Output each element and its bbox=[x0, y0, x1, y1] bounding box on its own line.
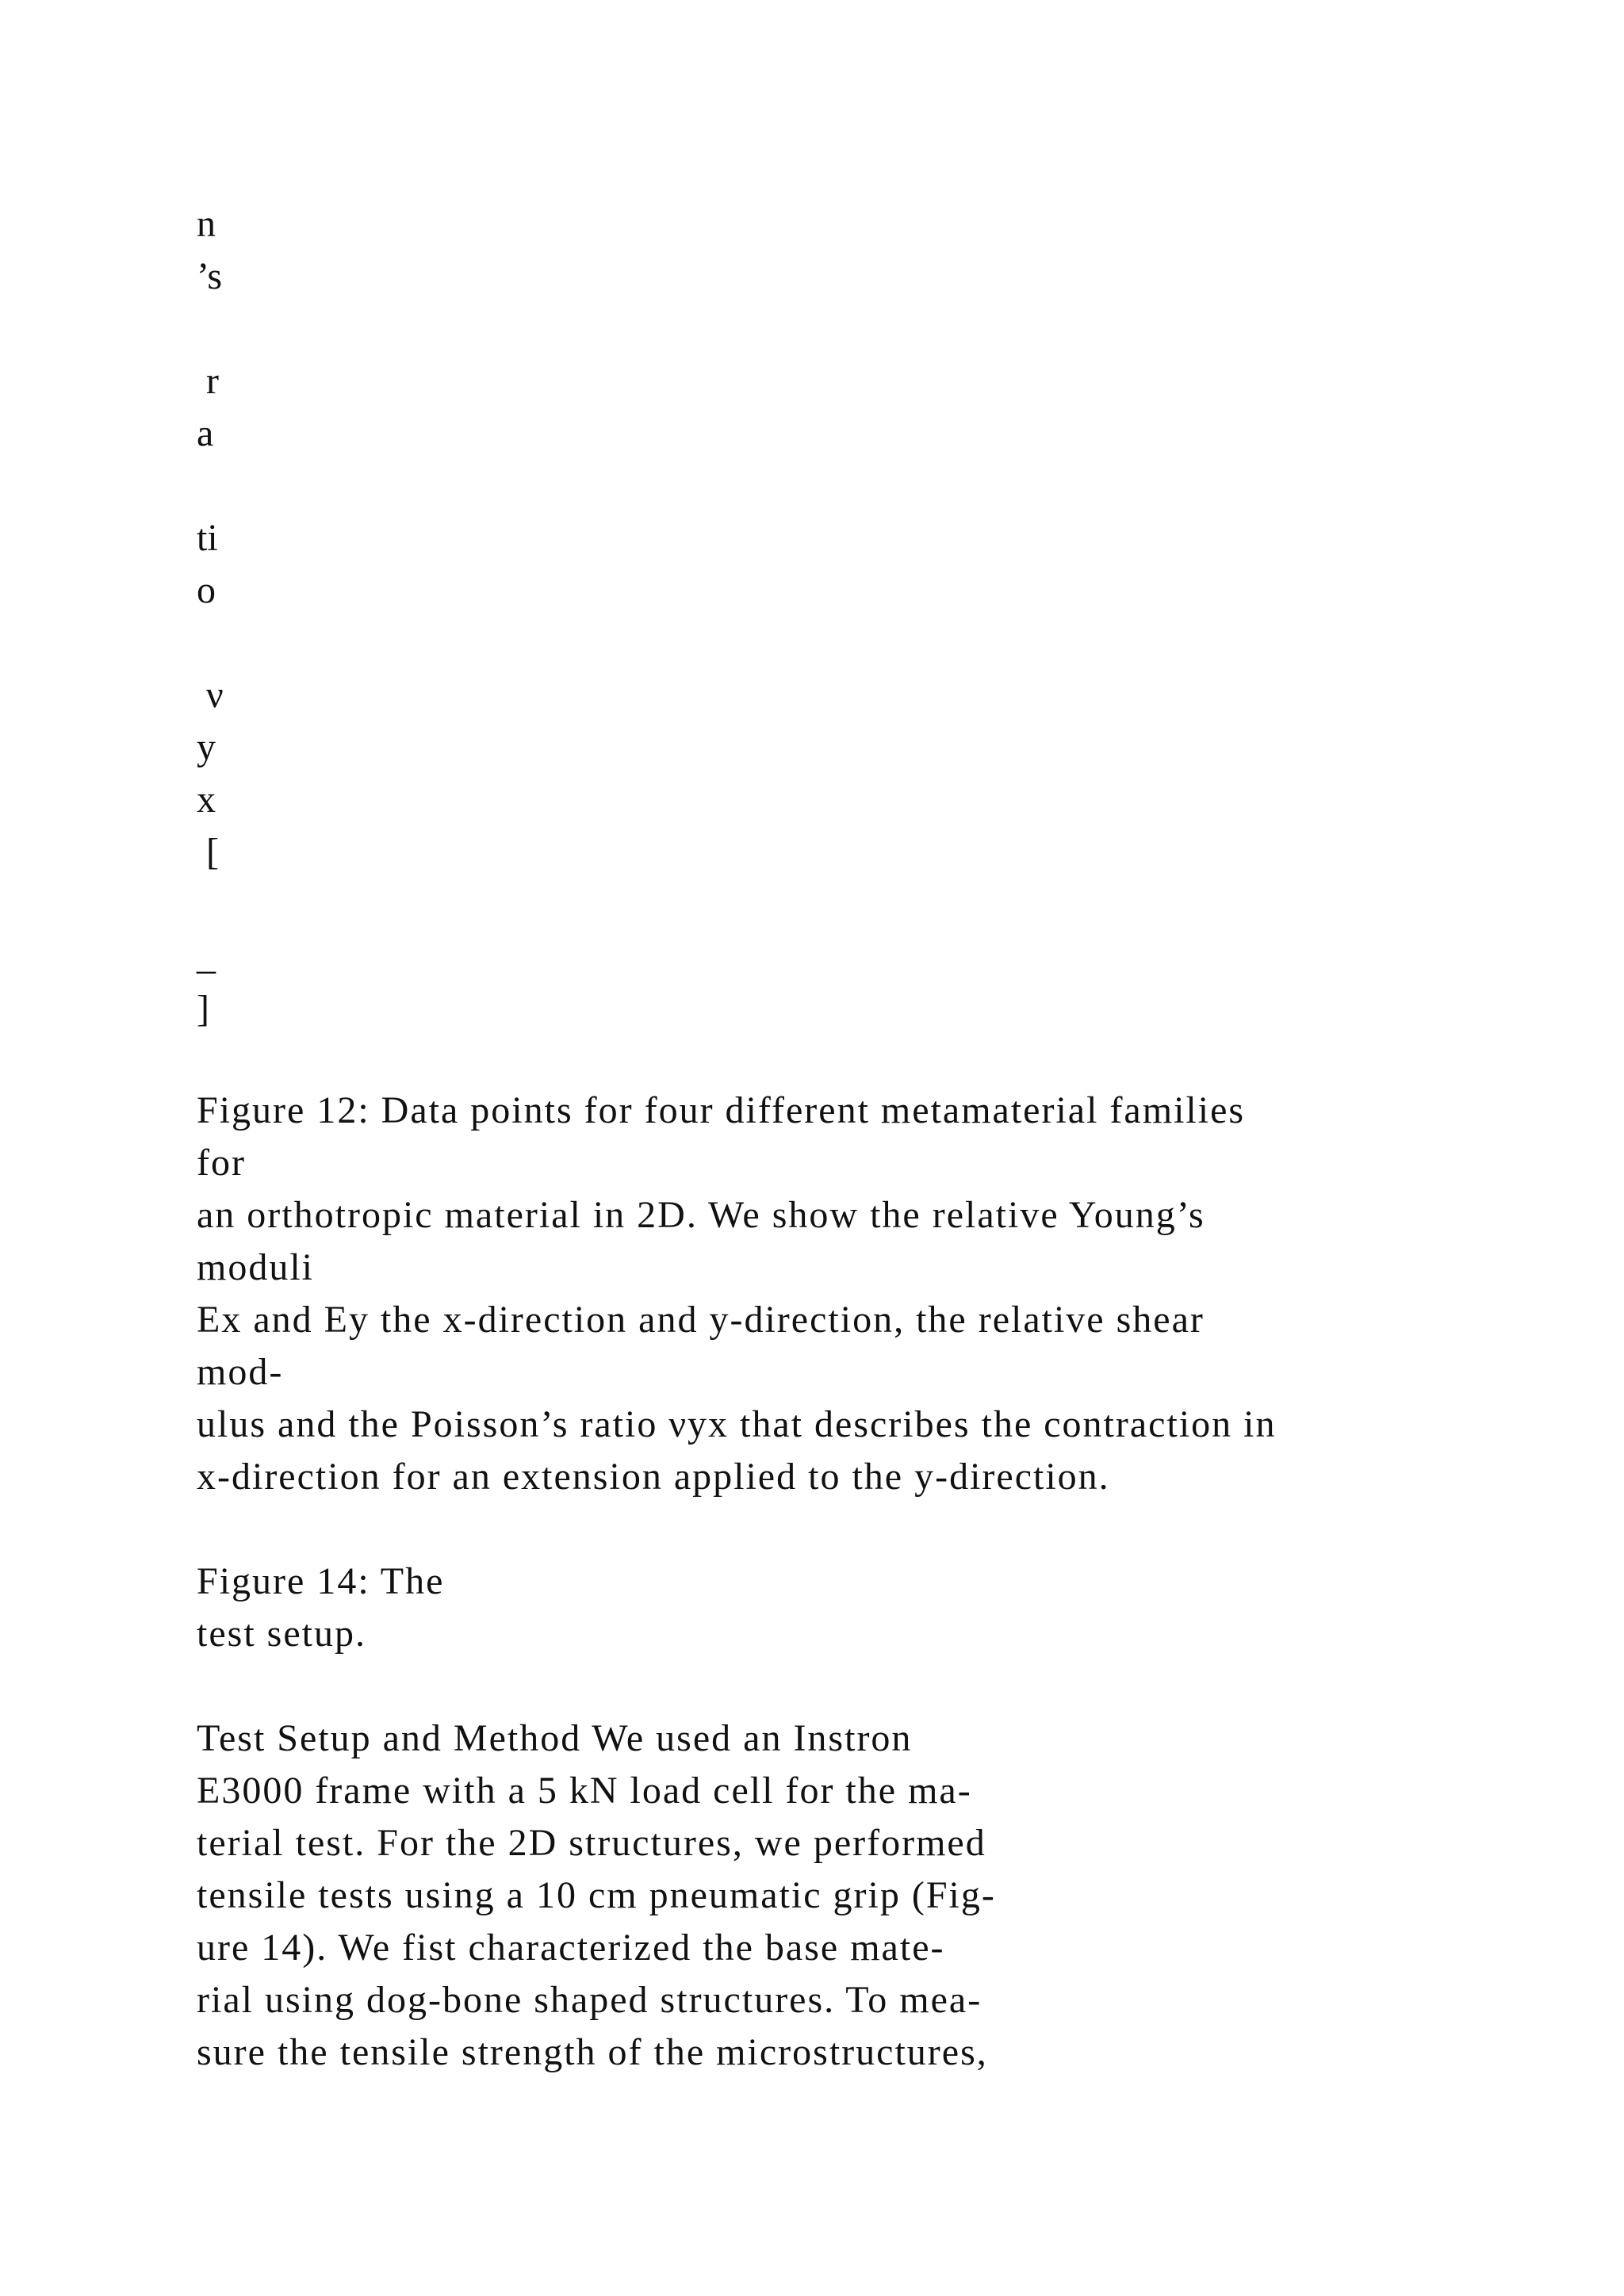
axis-label-fragment: ti bbox=[197, 517, 218, 559]
caption-line: ulus and the Poisson’s ratio νyx that describes the contraction in bbox=[197, 1403, 1277, 1445]
axis-label-fragment: o bbox=[197, 569, 216, 611]
axis-label-fragment: r bbox=[197, 360, 219, 402]
paragraph-line: tensile tests using a 10 cm pneumatic grip (Fig- bbox=[197, 1874, 996, 1916]
paragraph-line: rial using dog-bone shaped structures. To mea- bbox=[197, 1979, 982, 2021]
paragraph-line: ure 14). We fist characterized the base mate- bbox=[197, 1927, 945, 1969]
axis-label-fragment: a bbox=[197, 412, 214, 454]
caption-line: Figure 12: Data points for four different metamaterial families bbox=[197, 1089, 1246, 1131]
axis-label-fragment: ’s bbox=[197, 255, 223, 297]
body-paragraph bbox=[197, 1712, 996, 2079]
axis-label-fragment: [ bbox=[197, 831, 219, 873]
axis-label-fragment: _ bbox=[197, 936, 216, 978]
caption-line: Ex and Ey the x-direction and y-direction, the relative shear bbox=[197, 1299, 1205, 1341]
paragraph-line: Test Setup and Method We used an Instron bbox=[197, 1717, 913, 1759]
caption-line: an orthotropic material in 2D. We show the relative Young’s bbox=[197, 1194, 1205, 1236]
figure-14-caption bbox=[197, 1556, 444, 1660]
caption-line: x-direction for an extension applied to the y-direction. bbox=[197, 1456, 1110, 1498]
caption-line: moduli bbox=[197, 1246, 315, 1288]
caption-line: Figure 14: The bbox=[197, 1560, 445, 1602]
caption-line: test setup. bbox=[197, 1613, 366, 1655]
caption-line: mod- bbox=[197, 1351, 284, 1393]
paragraph-line: terial test. For the 2D structures, we performed bbox=[197, 1822, 986, 1864]
axis-label-fragment: y bbox=[197, 726, 216, 768]
paragraph-line: E3000 frame with a 5 kN load cell for the ma- bbox=[197, 1770, 972, 1812]
figure-12-caption bbox=[197, 1085, 1276, 1503]
axis-label-fragment: ν bbox=[197, 674, 224, 716]
caption-line: for bbox=[197, 1142, 246, 1184]
axis-label-fragment: ] bbox=[197, 988, 209, 1030]
axis-label-fragment: n bbox=[197, 203, 216, 245]
paragraph-line: sure the tensile strength of the microstructures, bbox=[197, 2031, 988, 2073]
axis-label-fragment: x bbox=[197, 779, 216, 821]
